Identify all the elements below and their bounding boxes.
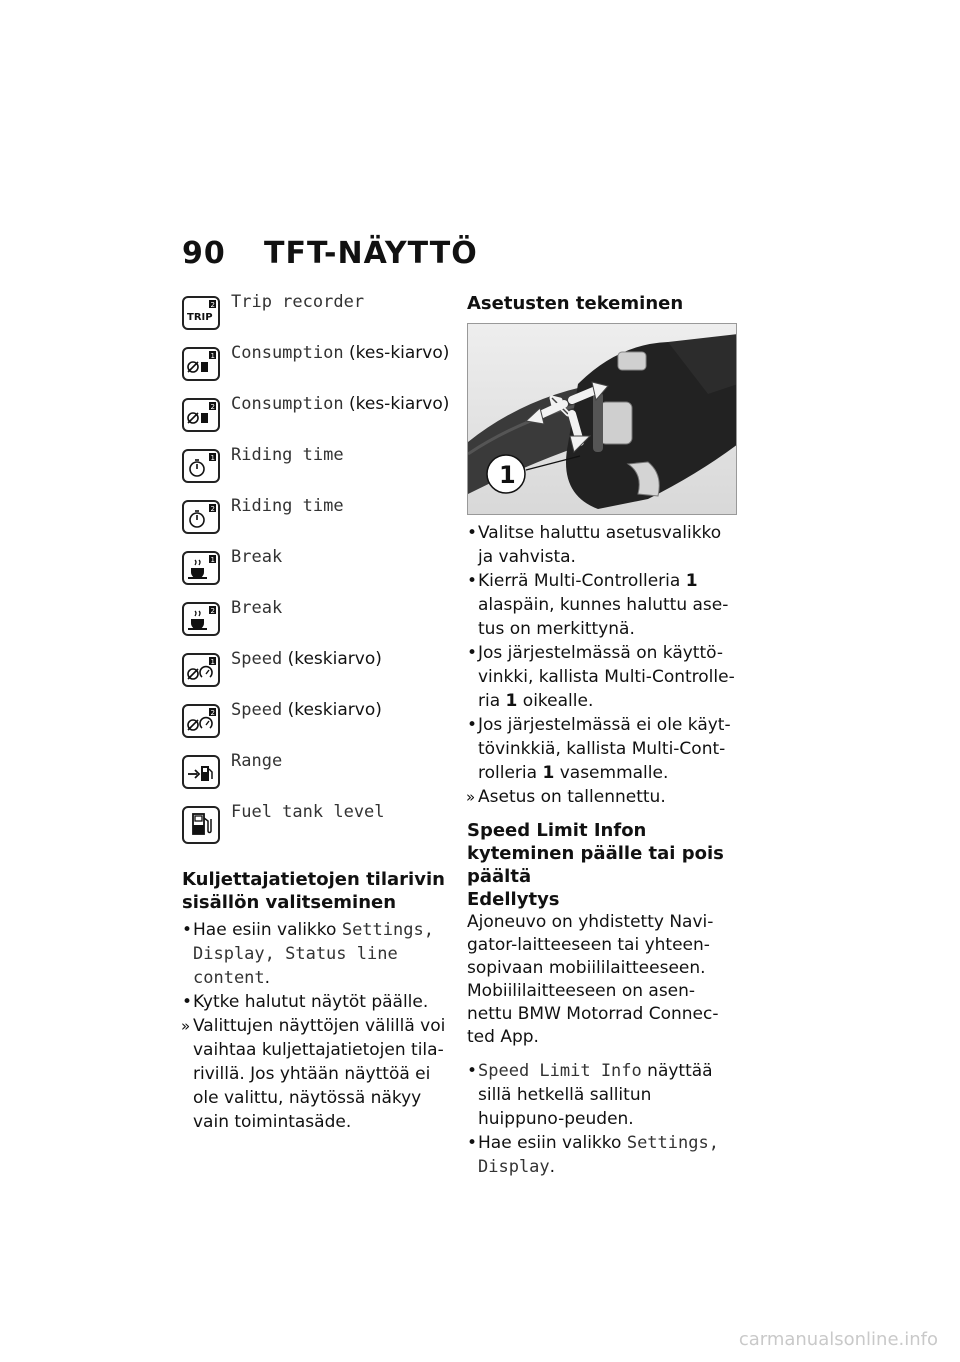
svg-text:1: 1 bbox=[210, 454, 215, 462]
list-item bbox=[467, 713, 739, 785]
list-item bbox=[467, 641, 739, 713]
icon-list-item bbox=[182, 647, 452, 698]
speed-limit-section bbox=[467, 819, 739, 1179]
svg-text:2: 2 bbox=[210, 403, 215, 411]
item-suffix: (keskiarvo) bbox=[282, 649, 382, 669]
result-item: » Asetus on tallennettu. bbox=[467, 785, 739, 809]
status-line-section bbox=[182, 868, 452, 1134]
list-item-text: Jos järjestelmässä on käyttö-vinkki, kallista Multi-Controlle-ria bbox=[478, 643, 735, 711]
item-suffix: (kes-kiarvo) bbox=[343, 394, 450, 414]
section-title: Speed Limit Infon kyteminen päälle tai pois päältä bbox=[467, 820, 724, 887]
callout-ref: 1 bbox=[505, 691, 518, 711]
consumption-2-icon bbox=[182, 398, 220, 432]
icon-list-item bbox=[182, 545, 452, 596]
section-title: Kuljettajatietojen tilarivin sisällön valitseminen bbox=[182, 869, 445, 913]
fuel-tank-icon bbox=[182, 806, 220, 844]
settings-instruction-list bbox=[467, 521, 739, 809]
list-item bbox=[467, 569, 739, 641]
speed-1-icon bbox=[182, 653, 220, 687]
icon-list-item bbox=[182, 494, 452, 545]
item-suffix: (kes-kiarvo) bbox=[343, 343, 450, 363]
page-header bbox=[182, 236, 478, 271]
icon-list-item bbox=[182, 341, 452, 392]
list-item bbox=[182, 918, 452, 990]
range-icon bbox=[182, 755, 220, 789]
riding-time-2-icon bbox=[182, 500, 220, 534]
item-suffix: (keskiarvo) bbox=[282, 700, 382, 720]
item-label: Range bbox=[231, 751, 283, 771]
list-item-text: Jos järjestelmässä ei ole käyt-tövinkkiä, kallista Multi-Cont-rolleria bbox=[478, 715, 731, 783]
list-item: • Kytke halutut näytöt päälle. bbox=[182, 990, 452, 1014]
multi-controller-photo bbox=[467, 323, 737, 515]
callout-ref: 1 bbox=[685, 571, 698, 591]
list-item-text: Kierrä Multi-Controlleria bbox=[478, 571, 686, 591]
svg-text:1: 1 bbox=[210, 658, 215, 666]
list-item-text: Hae esiin valikko bbox=[193, 920, 342, 940]
prerequisite-text: Ajoneuvo on yhdistetty Navi-gator-laitteeseen tai yhteen-sopivaan mobiililaitteeseen. Mobiililaitteeseen on asen-nettu BMW Motorrad Connec-ted App. bbox=[467, 912, 719, 1047]
svg-text:1: 1 bbox=[210, 352, 215, 360]
list-item bbox=[467, 1059, 739, 1131]
svg-text:TRIP: TRIP bbox=[187, 312, 213, 323]
right-column bbox=[467, 290, 739, 1179]
menu-path: Settings, Display bbox=[478, 1133, 719, 1177]
item-label: Break bbox=[231, 598, 283, 618]
left-column bbox=[182, 290, 452, 1134]
break-1-icon bbox=[182, 551, 220, 585]
item-label: Riding time bbox=[231, 445, 344, 465]
item-label: Fuel tank level bbox=[231, 802, 385, 822]
icon-list-item bbox=[182, 392, 452, 443]
speed-limit-list bbox=[467, 1059, 739, 1179]
list-item-text: vasemmalle. bbox=[554, 763, 669, 783]
consumption-1-icon bbox=[182, 347, 220, 381]
svg-text:2: 2 bbox=[210, 301, 215, 309]
item-label: Trip recorder bbox=[231, 292, 365, 312]
instruction-list bbox=[182, 918, 452, 1134]
list-item-text: alaspäin, kunnes haluttu ase-tus on merkittynä. bbox=[478, 595, 729, 639]
item-label: Consumption bbox=[231, 343, 344, 363]
item-label: Speed bbox=[231, 649, 283, 669]
item-label: Break bbox=[231, 547, 283, 567]
prerequisite-title: Edellytys bbox=[467, 889, 560, 910]
riding-time-1-icon bbox=[182, 449, 220, 483]
watermark: carmanualsonline.info bbox=[738, 1329, 938, 1350]
list-item-text: Hae esiin valikko bbox=[478, 1133, 627, 1153]
list-item-text: näyttää sillä hetkellä sallitun huippuno-peuden. bbox=[478, 1061, 713, 1129]
svg-text:2: 2 bbox=[210, 709, 215, 717]
icon-list-item bbox=[182, 443, 452, 494]
menu-path: Speed Limit Info bbox=[478, 1061, 642, 1081]
icon-list-item bbox=[182, 596, 452, 647]
item-label: Speed bbox=[231, 700, 283, 720]
item-label: Riding time bbox=[231, 496, 344, 516]
item-label: Consumption bbox=[231, 394, 344, 414]
list-item-text: oikealle. bbox=[517, 691, 594, 711]
callout-number: 1 bbox=[499, 461, 516, 489]
list-item-end: . bbox=[264, 968, 271, 988]
svg-text:2: 2 bbox=[210, 607, 215, 615]
section-title: Asetusten tekeminen bbox=[467, 293, 684, 314]
icon-list-item bbox=[182, 749, 452, 800]
svg-text:1: 1 bbox=[210, 556, 215, 564]
trip-2-icon bbox=[182, 296, 220, 330]
menu-path: Settings, Display, Status line content bbox=[193, 920, 434, 988]
callout-ref: 1 bbox=[542, 763, 555, 783]
icon-list-item bbox=[182, 800, 452, 856]
page-number: 90 bbox=[182, 236, 226, 271]
result-item: » Valittujen näyttöjen välillä voi vaihtaa kuljettajatietojen tila-rivillä. Jos yhtään näyttöä ei ole valittu, näytössä näkyy vain toimintasäde. bbox=[182, 1014, 452, 1134]
page-title: TFT-NÄYTTÖ bbox=[264, 236, 478, 271]
break-2-icon bbox=[182, 602, 220, 636]
list-item-end: . bbox=[549, 1157, 556, 1177]
list-item: • Valitse haluttu asetusvalikko ja vahvista. bbox=[467, 521, 739, 569]
icon-list-item bbox=[182, 290, 452, 341]
list-item bbox=[467, 1131, 739, 1179]
svg-text:2: 2 bbox=[210, 505, 215, 513]
speed-2-icon bbox=[182, 704, 220, 738]
icon-list-item bbox=[182, 698, 452, 749]
